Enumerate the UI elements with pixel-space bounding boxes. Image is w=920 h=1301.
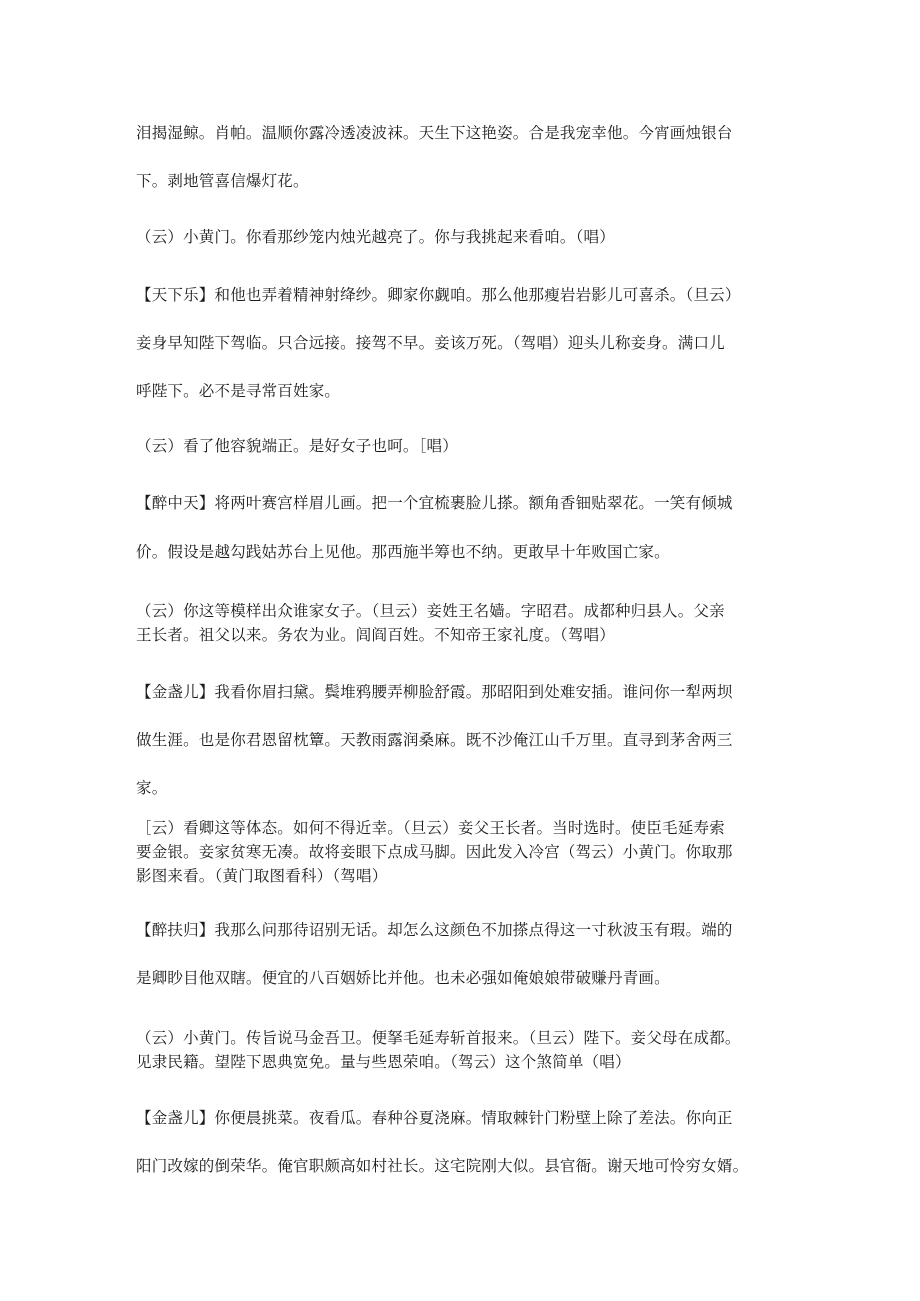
text-line: 做生涯。也是你君恩留枕簟。天教雨露润桑麻。既不沙俺江山千万里。直寻到茅舍两三 — [136, 731, 733, 749]
text-line: 呼陛下。必不是寻常百姓家。 — [136, 382, 341, 400]
text-line: 下。剥地管喜信爆灯花。 — [136, 172, 309, 190]
text-line: 王长者。祖父以来。务农为业。闾阎百姓。不知帝王家礼度。（驾唱） — [136, 626, 615, 644]
text-line: （云）小黄门。你看那纱笼内烛光越亮了。你与我挑起来看咱。（唱） — [136, 228, 615, 246]
text-line: 泪揭湿鲸。肖帕。温顺你露冷透凌波袜。天生下这艳姿。合是我宠幸他。今宵画烛银台 — [136, 124, 733, 142]
text-line: 妾身早知陛下驾临。只合远接。接驾不早。妾该万死。（驾唱）迎头儿称妾身。满口儿 — [136, 334, 725, 352]
text-line: 要金银。妾家贫寒无凑。故将妾眼下点成马脚。因此发入冷宫（驾云）小黄门。你取那 — [136, 843, 733, 861]
text-line: （云）你这等模样出众谁家女子。（旦云）妾姓王名嫱。字昭君。成都种归县人。父亲 — [136, 602, 725, 620]
text-line: （云）小黄门。传旨说马金吾卫。便拏毛延寿斩首报来。（旦云）陛下。妾父母在成都。 — [136, 1029, 741, 1047]
text-line: ［云）看卿这等体态。如何不得近幸。（旦云）妾父王长者。当时选时。使臣毛延寿索 — [136, 819, 725, 837]
text-line: 是卿眇目他双瞎。便宜的八百姻娇比并他。也未必强如俺娘娘带破赚丹青画。 — [136, 969, 670, 987]
text-line: 【醉中天】将两叶赛宫样眉儿画。把一个宜梳裹脸儿搽。额角香钿贴翠花。一笑有倾城 — [136, 494, 733, 512]
text-line: 【金盏儿】我看你眉扫黛。鬓堆鸦腰弄柳脸舒霞。那昭阳到处难安插。谁问你一犁两坝 — [136, 683, 733, 701]
text-line: 价。假设是越勾践姑苏台上见他。那西施半筹也不纳。更敢早十年败国亡家。 — [136, 543, 670, 561]
text-line: 见隶民籍。望陛下恩典宽免。量与些恩荣咱。（驾云）这个煞简单（唱） — [136, 1053, 631, 1071]
text-line: 影图来看。（黄门取图看科）（驾唱） — [136, 867, 388, 885]
text-line: 【醉扶归】我那么问那待诏别无话。却怎么这颜色不加搽点得这一寸秋波玉有瑕。端的 — [136, 921, 733, 939]
text-line: 阳门改嫁的倒荣华。俺官职颇高如村社长。这宅院刚大似。县官衙。谢天地可怜穷女婿。 — [136, 1157, 749, 1175]
text-line: 【天下乐】和他也弄着精神射绛纱。卿家你觑咱。那么他那瘦岩岩影儿可喜杀。（旦云） — [136, 286, 741, 304]
text-line: （云）看了他容貌端正。是好女子也呵。［唱） — [136, 437, 458, 455]
text-line: 【金盏儿】你便晨挑菜。夜看瓜。春种谷夏浇麻。情取棘针门粉壁上除了差法。你向正 — [136, 1109, 733, 1127]
text-line: 家。 — [136, 779, 168, 797]
